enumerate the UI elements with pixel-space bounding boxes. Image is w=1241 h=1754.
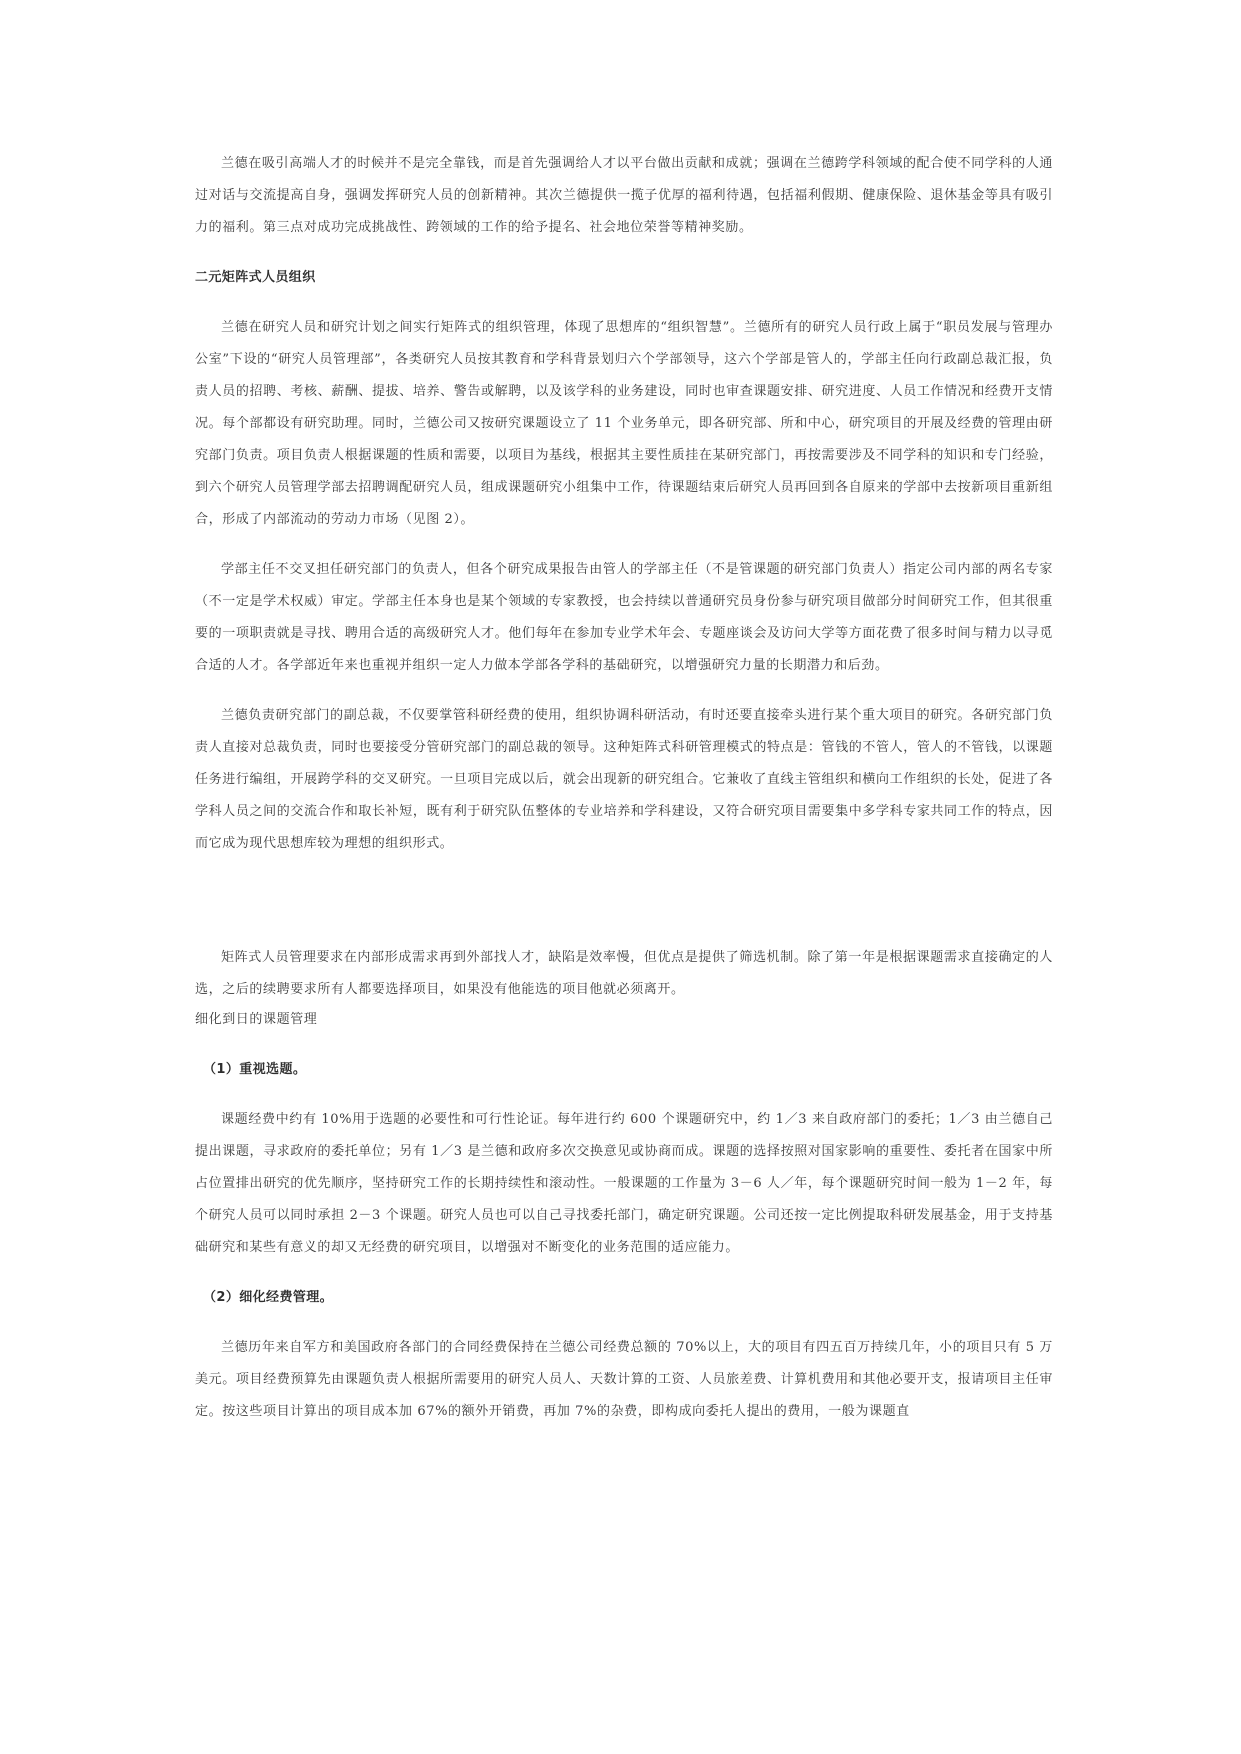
section-heading-matrix-organization: 二元矩阵式人员组织 [195, 270, 316, 285]
paragraph-budget-management: 兰德历年来自军方和美国政府各部门的合同经费保持在兰德公司经费总额的 70%以上，大的项目有四五百万持续几年，小的项目只有 5 万美元。项目经费预算先由课题负责人根据所需要用的研究人员人、天数计算的工资、人员旅差费、计算机费用和其他必要开支，报请项目主任审定。按这些项目计算出的项目成本加 67%的额外开销费，再加 7%的杂费，即构成向委托人提出的费用，一般为课题直 [195, 1340, 1053, 1419]
section-heading-topic-selection: （1）重视选题。 [203, 1062, 307, 1077]
paragraph-department-heads: 学部主任不交叉担任研究部门的负责人，但各个研究成果报告由管人的学部主任（不是管课题的研究部门负责人）指定公司内部的两名专家（不一定是学术权威）审定。学部主任本身也是某个领域的专家教授，也会持续以普通研究员身份参与研究项目做部分时间研究工作，但其很重要的一项职责就是寻找、聘用合适的高级研究人才。他们每年在参加专业学术年会、专题座谈会及访问大学等方面花费了很多时间与精力以寻觅合适的人才。各学部近年来也重视并组织一定人力做本学部各学科的基础研究，以增强研究力量的长期潜力和后劲。 [195, 562, 1053, 673]
document-page [195, 148, 1053, 1428]
paragraph-vice-president-role: 兰德负责研究部门的副总裁，不仅要掌管科研经费的使用，组织协调科研活动，有时还要直接牵头进行某个重大项目的研究。各研究部门负责人直接对总裁负责，同时也要接受分管研究部门的副总裁的领导。这种矩阵式科研管理模式的特点是：管钱的不管人，管人的不管钱，以课题任务进行编组，开展跨学科的交叉研究。一旦项目完成以后，就会出现新的研究组合。它兼收了直线主管组织和横向工作组织的长处，促进了各学科人员之间的交流合作和取长补短，既有利于研究队伍整体的专业培养和学科建设，又符合研究项目需要集中多学科专家共同工作的特点，因而它成为现代思想库较为理想的组织形式。 [195, 708, 1053, 851]
paragraph-talent-attraction: 兰德在吸引高端人才的时候并不是完全靠钱，而是首先强调给人才以平台做出贡献和成就；强调在兰德跨学科领域的配合使不同学科的人通过对话与交流提高自身，强调发挥研究人员的创新精神。其次兰德提供一揽子优厚的福利待遇，包括福利假期、健康保险、退休基金等具有吸引力的福利。第三点对成功完成挑战性、跨领域的工作的给予提名、社会地位荣誉等精神奖励。 [195, 156, 1053, 235]
paragraph-matrix-recruitment: 矩阵式人员管理要求在内部形成需求再到外部找人才，缺陷是效率慢，但优点是提供了筛选机制。除了第一年是根据课题需求直接确定的人选，之后的续聘要求所有人都要选择项目，如果没有他能选的项目他就必须离开。 [195, 950, 1053, 997]
paragraph-topic-selection: 课题经费中约有 10%用于选题的必要性和可行性论证。每年进行约 600 个课题研究中，约 1／3 来自政府部门的委托；1／3 由兰德自己提出课题，寻求政府的委托单位；另有 1／3 是兰德和政府多次交换意见或协商而成。课题的选择按照对国家影响的重要性、委托者在国家中所占位置排出研究的优先顺序，坚持研究工作的长期持续性和滚动性。一般课题的工作量为 3－6 人／年，每个课题研究时间一般为 1－2 年，每个研究人员可以同时承担 2－3 个课题。研究人员也可以自己寻找委托部门，确定研究课题。公司还按一定比例提取科研发展基金，用于支持基础研究和某些有意义的却又无经费的研究项目，以增强对不断变化的业务范围的适应能力。 [195, 1112, 1053, 1255]
paragraph-matrix-management: 兰德在研究人员和研究计划之间实行矩阵式的组织管理，体现了思想库的“组织智慧”。兰德所有的研究人员行政上属于“职员发展与管理办公室”下设的“研究人员管理部”，各类研究人员按其教育和学科背景划归六个学部领导，这六个学部是管人的，学部主任向行政副总裁汇报，负责人员的招聘、考核、薪酬、提拔、培养、警告或解聘，以及该学科的业务建设，同时也审查课题安排、研究进度、人员工作情况和经费开支情况。每个部都设有研究助理。同时，兰德公司又按研究课题设立了 11 个业务单元，即各研究部、所和中心，研究项目的开展及经费的管理由研究部门负责。项目负责人根据课题的性质和需要，以项目为基线，根据其主要性质挂在某研究部门，再按需要涉及不同学科的知识和专门经验，到六个研究人员管理学部去招聘调配研究人员，组成课题研究小组集中工作，待课题结束后研究人员再回到各自原来的学部中去按新项目重新组合，形成了内部流动的劳动力市场（见图 2）。 [195, 320, 1053, 527]
section-heading-budget-management: （2）细化经费管理。 [203, 1290, 334, 1305]
subtitle-project-management: 细化到日的课题管理 [195, 1012, 318, 1027]
